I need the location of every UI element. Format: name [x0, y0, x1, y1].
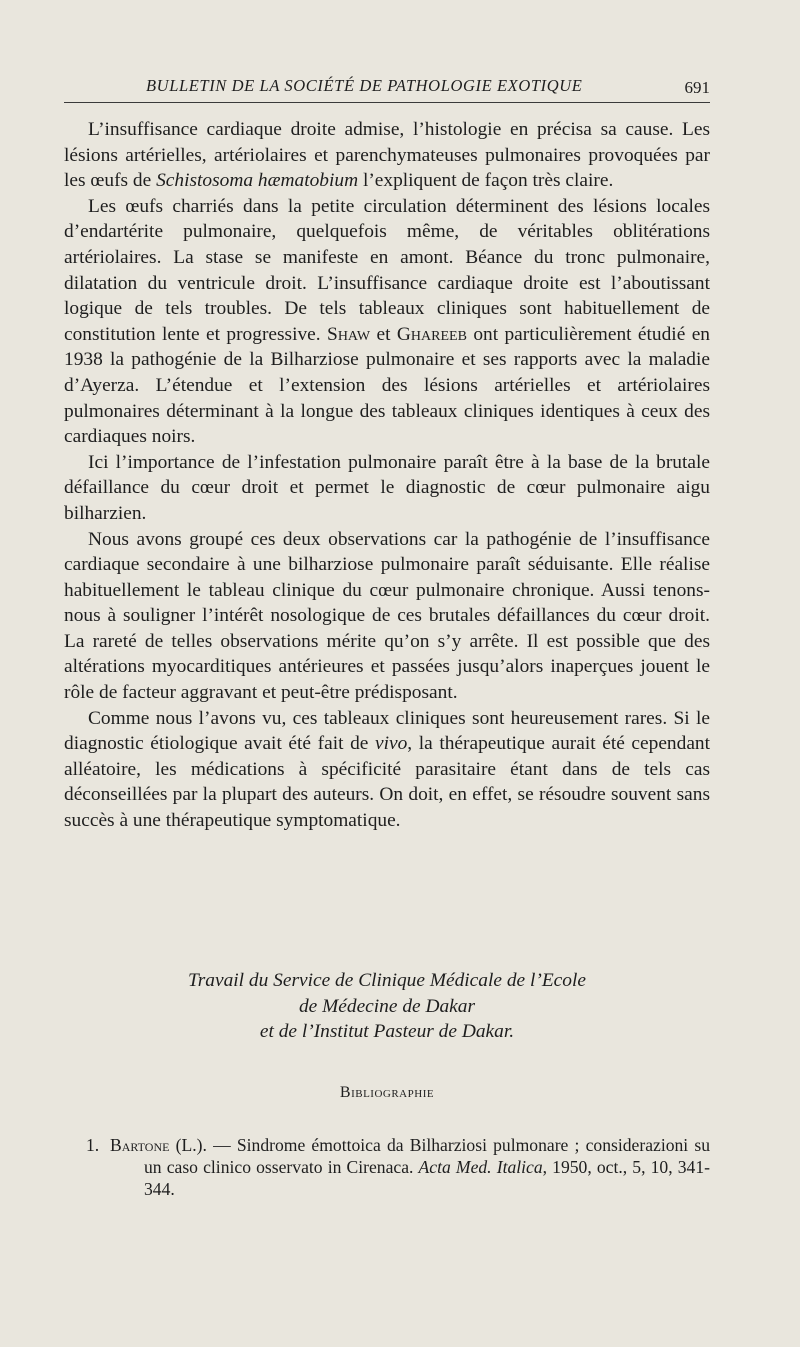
bibliography-heading: Bibliographie — [339, 1084, 435, 1101]
bibliography-list — [64, 1134, 710, 1200]
entry-number: 1. — [86, 1135, 100, 1155]
paragraph — [64, 706, 710, 834]
latin-term: vivo — [375, 733, 408, 755]
author-name: Shaw — [327, 323, 371, 345]
species-name: Schistosoma hæmatobium — [156, 170, 359, 192]
entry-author: Bartone (L.). — [110, 1135, 207, 1155]
text-run: Ici l’importance de l’infestation pulmonaire paraît être à la base de la brutale défaillance du cœur droit et permet le diagnostic de cœur pulmonaire aigu bilharzien. — [64, 451, 710, 524]
signature-line: et de l’Institut Pasteur de Dakar. — [259, 1021, 515, 1043]
signature-line: Travail du Service de Clinique Médicale de l’Ecole — [188, 970, 586, 991]
entry-journal: Acta Med. Italica — [418, 1157, 543, 1177]
bibliography-entry — [64, 1134, 710, 1200]
entry-details: , 1950, oct., 5, 10, 341-344. — [144, 1157, 710, 1199]
entry-text: — Sindrome émottoica da Bilharziosi pulmonare ; considerazioni su un caso clinico osservato in Cirenaca. — [144, 1135, 711, 1177]
running-header — [64, 76, 710, 103]
text-run: ont particulièrement étudié en 1938 la pathogénie de la Bilharziose pulmonaire et ses rapports avec la maladie d’Ayerza. L’étendue et l’extension des lésions artérielles et artériolaires pulmonaires déterminant à la longue des tableaux cliniques identiques à ceux des cardiaques noirs. — [64, 323, 710, 448]
text-run: et — [370, 323, 397, 345]
text-run: L’insuffisance cardiaque droite admise, l’histologie en précisa sa cause. Les lésions artérielles, artériolaires et parenchymateuses pulmonaires provoquées par les œufs de — [64, 119, 710, 192]
text-run: l’expliquent de façon très claire. — [358, 170, 614, 192]
text-run: Comme nous l’avons vu, ces tableaux cliniques sont heureusement rares. Si le diagnostic étiologique avait été fait de — [64, 707, 710, 755]
signature-line: de Médecine de Dakar — [298, 995, 476, 1017]
body-text — [64, 117, 710, 834]
text-run: , la thérapeutique aurait été cependant alléatoire, les médications à spécificité parasitaire étant dans de tels cas déconseillées par la plupart des auteurs. On doit, en effet, se résoudre souvent sans succès à une thérapeutique symptomatique. — [64, 733, 711, 832]
paragraph — [64, 527, 710, 706]
paragraph — [64, 450, 710, 527]
running-title: BULLETIN DE LA SOCIÉTÉ DE PATHOLOGIE EXOTIQUE — [146, 76, 583, 95]
institution-signature — [64, 968, 710, 1045]
paragraph — [64, 194, 710, 450]
page-number: 691 — [684, 78, 710, 97]
text-run: Les œufs charriés dans la petite circulation déterminent des lésions locales d’endartérite pulmonaire, quelquefois même, de véritables oblitérations artériolaires. La stase se manifeste en amont. Béance du tronc pulmonaire, dilatation du ventricule droit. L’insuffisance cardiaque droite est l’aboutissant logique de tels troubles. De tels tableaux cliniques sont habituellement de constitution lente et progressive. — [64, 195, 710, 345]
text-run: Nous avons groupé ces deux observations car la pathogénie de l’insuffisance cardiaque secondaire à une bilharziose pulmonaire paraît séduisante. Elle réalise habituellement le tableau clinique du cœur pulmonaire chronique. Aussi tenons-nous à souligner l’intérêt nosologique de ces brutales défaillances du cœur droit. La rareté de telles observations mérite qu’on s’y arrête. Il est possible que des altérations myocarditiques antérieures et passées jusqu’alors inaperçues jouent le rôle de facteur aggravant et peut-être prédisposant. — [64, 528, 710, 704]
paragraph — [64, 117, 710, 194]
author-name: Ghareeb — [396, 323, 467, 345]
